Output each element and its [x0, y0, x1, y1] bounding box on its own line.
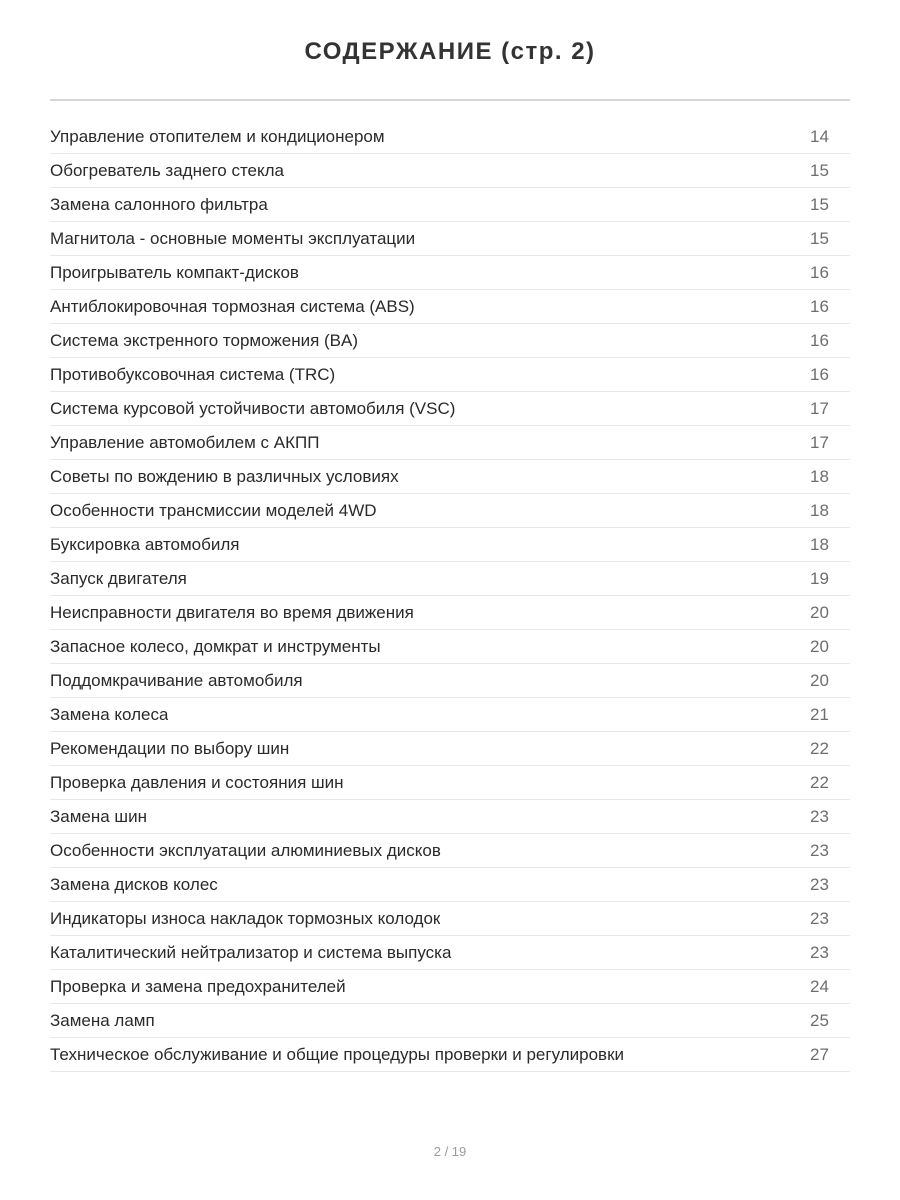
toc-entry-title: Замена шин: [50, 806, 147, 826]
toc-entry-page: 25: [810, 1010, 829, 1030]
toc-entry-title: Магнитола - основные моменты эксплуатации: [50, 228, 416, 248]
toc-entry-title: Система экстренного торможения (BA): [50, 330, 359, 350]
page-counter: 2 / 19: [433, 1144, 467, 1159]
toc-entry-page: 23: [810, 840, 829, 860]
toc-entry-title: Особенности эксплуатации алюминиевых дисков: [50, 840, 441, 860]
toc-entry[interactable]: [50, 868, 850, 902]
toc-entry-page: 16: [810, 262, 829, 282]
toc-entry-title: Советы по вождению в различных условиях: [50, 466, 399, 486]
toc-entry-title: Проверка давления и состояния шин: [50, 772, 344, 792]
toc-entry-title: Техническое обслуживание и общие процедуры проверки и регулировки: [50, 1044, 625, 1064]
toc-entry[interactable]: [50, 460, 850, 494]
title-divider: [50, 99, 850, 101]
toc-entry[interactable]: [50, 936, 850, 970]
toc-entry-page: 14: [810, 126, 829, 146]
toc-entry-page: 19: [810, 568, 829, 588]
toc-entry-title: Управление отопителем и кондиционером: [50, 126, 385, 146]
toc-entry[interactable]: [50, 154, 850, 188]
toc-entry[interactable]: [50, 494, 850, 528]
toc-entry-page: 27: [810, 1044, 829, 1064]
toc-entry[interactable]: [50, 222, 850, 256]
toc-entry-page: 15: [810, 160, 829, 180]
toc-entry-title: Обогреватель заднего стекла: [50, 160, 284, 180]
toc-entry[interactable]: [50, 970, 850, 1004]
toc-entry[interactable]: [50, 290, 850, 324]
toc-entry[interactable]: [50, 528, 850, 562]
toc-entry-page: 16: [810, 296, 829, 316]
toc-entry-page: 17: [810, 432, 829, 452]
toc-entry-title: Замена салонного фильтра: [50, 194, 268, 214]
toc-entry-page: 23: [810, 908, 829, 928]
toc-entry[interactable]: [50, 392, 850, 426]
toc-entry[interactable]: [50, 426, 850, 460]
page-title: СОДЕРЖАНИЕ (стр. 2): [304, 38, 596, 65]
toc-entry[interactable]: [50, 902, 850, 936]
toc-list: [50, 120, 850, 1072]
toc-entry-page: 23: [810, 874, 829, 894]
toc-entry-page: 18: [810, 534, 829, 554]
toc-entry[interactable]: [50, 1038, 850, 1072]
toc-entry-page: 18: [810, 500, 829, 520]
toc-entry[interactable]: [50, 800, 850, 834]
toc-entry-title: Запуск двигателя: [50, 568, 187, 588]
toc-entry[interactable]: [50, 630, 850, 664]
toc-entry-title: Рекомендации по выбору шин: [50, 738, 290, 758]
toc-entry-page: 23: [810, 942, 829, 962]
toc-entry-page: 21: [810, 704, 829, 724]
toc-entry-page: 15: [810, 228, 829, 248]
toc-entry-title: Поддомкрачивание автомобиля: [50, 670, 303, 690]
toc-entry-title: Антиблокировочная тормозная система (ABS): [50, 296, 415, 316]
toc-entry[interactable]: [50, 766, 850, 800]
toc-entry[interactable]: [50, 256, 850, 290]
toc-entry-page: 20: [810, 602, 829, 622]
toc-entry[interactable]: [50, 120, 850, 154]
toc-entry-title: Управление автомобилем с АКПП: [50, 432, 320, 452]
toc-entry-page: 20: [810, 670, 829, 690]
toc-entry-title: Замена дисков колес: [50, 874, 218, 894]
toc-entry-title: Замена ламп: [50, 1010, 155, 1030]
toc-entry[interactable]: [50, 664, 850, 698]
toc-entry-title: Неисправности двигателя во время движения: [50, 602, 414, 622]
toc-entry-title: Буксировка автомобиля: [50, 534, 240, 554]
toc-entry-page: 16: [810, 330, 829, 350]
toc-entry-page: 23: [810, 806, 829, 826]
toc-entry-title: Особенности трансмиссии моделей 4WD: [50, 500, 377, 520]
toc-entry-title: Система курсовой устойчивости автомобиля (VSC): [50, 398, 456, 418]
toc-entry[interactable]: [50, 698, 850, 732]
toc-entry-page: 22: [810, 738, 829, 758]
toc-entry-title: Каталитический нейтрализатор и система выпуска: [50, 942, 452, 962]
toc-entry[interactable]: [50, 324, 850, 358]
toc-entry[interactable]: [50, 1004, 850, 1038]
toc-entry-page: 24: [810, 976, 829, 996]
toc-entry-page: 17: [810, 398, 829, 418]
toc-entry[interactable]: [50, 562, 850, 596]
toc-entry-page: 20: [810, 636, 829, 656]
toc-entry-title: Запасное колесо, домкрат и инструменты: [50, 636, 381, 656]
toc-entry[interactable]: [50, 732, 850, 766]
toc-entry-page: 16: [810, 364, 829, 384]
toc-entry-title: Противобуксовочная система (TRC): [50, 364, 336, 384]
toc-entry[interactable]: [50, 188, 850, 222]
toc-entry-page: 22: [810, 772, 829, 792]
toc-entry-page: 15: [810, 194, 829, 214]
toc-entry[interactable]: [50, 358, 850, 392]
toc-entry-title: Замена колеса: [50, 704, 169, 724]
toc-entry-title: Проверка и замена предохранителей: [50, 976, 346, 996]
toc-entry-page: 18: [810, 466, 829, 486]
toc-entry-title: Проигрыватель компакт-дисков: [50, 262, 299, 282]
toc-entry[interactable]: [50, 596, 850, 630]
toc-entry[interactable]: [50, 834, 850, 868]
toc-entry-title: Индикаторы износа накладок тормозных колодок: [50, 908, 441, 928]
